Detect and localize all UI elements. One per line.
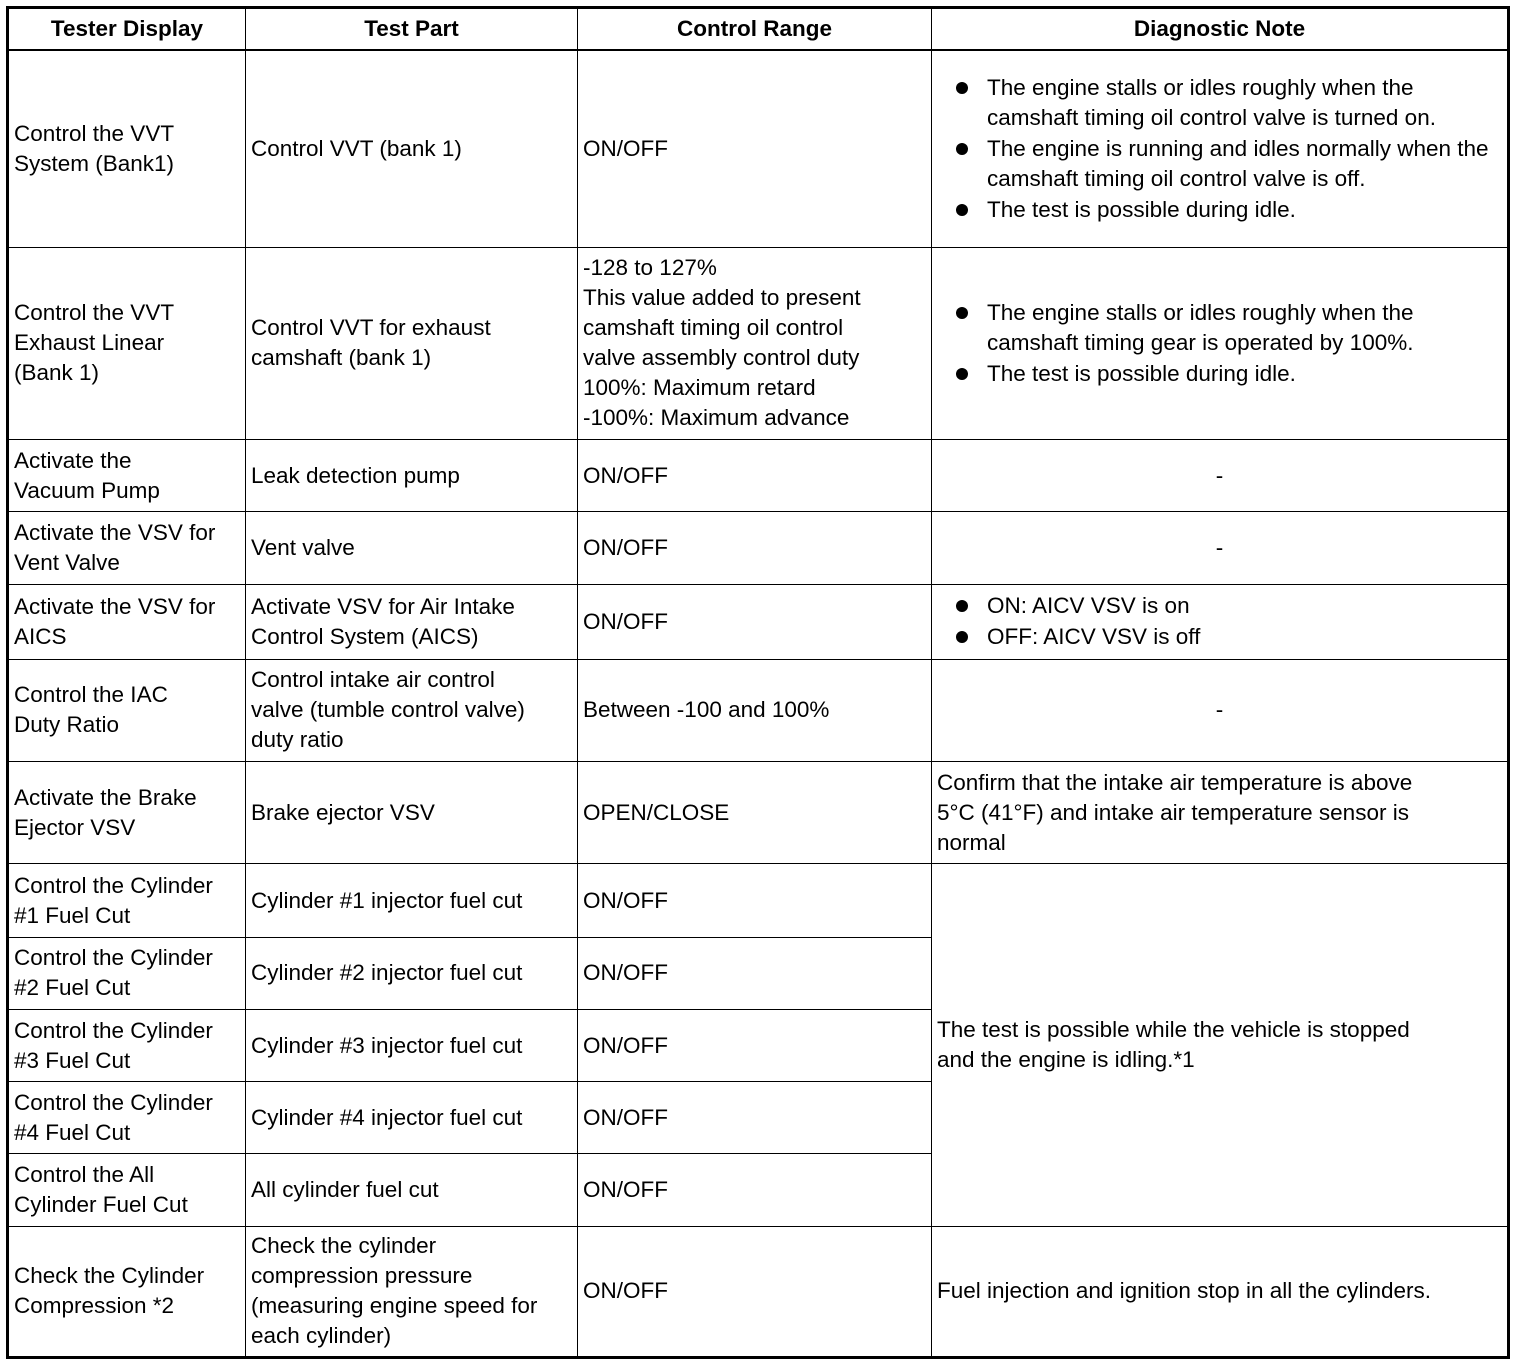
test-part-cell: Control intake air control valve (tumble control valve) duty ratio xyxy=(246,659,578,761)
note-item: The test is possible during idle. xyxy=(937,195,1502,225)
table-row xyxy=(8,659,1509,761)
tester-display-cell: Control the All Cylinder Fuel Cut xyxy=(8,1154,246,1226)
control-range-cell: -128 to 127% This value added to present camshaft timing oil control valve assembly control duty 100%: Maximum retard -100%: Maximum advance xyxy=(578,247,932,440)
note-list xyxy=(937,73,1502,225)
tester-display-cell: Control the VVT System (Bank1) xyxy=(8,50,246,248)
test-part-cell: Cylinder #4 injector fuel cut xyxy=(246,1082,578,1154)
control-range-cell: ON/OFF xyxy=(578,512,932,584)
test-part-cell: Cylinder #3 injector fuel cut xyxy=(246,1009,578,1081)
table-row xyxy=(8,864,1509,937)
note-list xyxy=(937,591,1502,652)
tester-display-cell: Control the Cylinder #1 Fuel Cut xyxy=(8,864,246,937)
table-row xyxy=(8,50,1509,248)
control-range-cell: ON/OFF xyxy=(578,50,932,248)
table-row xyxy=(8,440,1509,512)
test-part-cell: Check the cylinder compression pressure (measuring engine speed for each cylinder) xyxy=(246,1226,578,1357)
note-item: The engine stalls or idles roughly when the camshaft timing gear is operated by 100%. xyxy=(937,298,1502,358)
test-part-cell: Vent valve xyxy=(246,512,578,584)
control-range-cell: ON/OFF xyxy=(578,1082,932,1154)
note-list xyxy=(937,298,1502,389)
test-part-cell: Leak detection pump xyxy=(246,440,578,512)
note-item: ON: AICV VSV is on xyxy=(937,591,1502,621)
diagnostic-note-cell: Confirm that the intake air temperature is above 5°C (41°F) and intake air temperature sensor is normal xyxy=(932,762,1509,864)
control-range-cell: ON/OFF xyxy=(578,1154,932,1226)
table-row xyxy=(8,512,1509,584)
table-row xyxy=(8,762,1509,864)
diagnostic-note-cell: Fuel injection and ignition stop in all the cylinders. xyxy=(932,1226,1509,1357)
tester-display-cell: Control the VVT Exhaust Linear (Bank 1) xyxy=(8,247,246,440)
note-item: The engine is running and idles normally when the camshaft timing oil control valve is off. xyxy=(937,134,1502,194)
control-range-cell: ON/OFF xyxy=(578,937,932,1009)
test-part-cell: Cylinder #1 injector fuel cut xyxy=(246,864,578,937)
control-range-cell: ON/OFF xyxy=(578,864,932,937)
control-range-cell: ON/OFF xyxy=(578,584,932,659)
control-range-cell: ON/OFF xyxy=(578,1226,932,1357)
test-part-cell: Control VVT (bank 1) xyxy=(246,50,578,248)
note-item: The engine stalls or idles roughly when the camshaft timing oil control valve is turned on. xyxy=(937,73,1502,133)
test-part-cell: Brake ejector VSV xyxy=(246,762,578,864)
tester-display-cell: Activate the VSV for Vent Valve xyxy=(8,512,246,584)
test-part-cell: Control VVT for exhaust camshaft (bank 1) xyxy=(246,247,578,440)
control-range-cell: ON/OFF xyxy=(578,1009,932,1081)
test-part-cell: All cylinder fuel cut xyxy=(246,1154,578,1226)
control-range-cell: ON/OFF xyxy=(578,440,932,512)
diagnostic-note-cell: - xyxy=(932,440,1509,512)
diagnostic-note-cell: The test is possible while the vehicle is stopped and the engine is idling.*1 xyxy=(932,864,1509,1226)
header-control-range: Control Range xyxy=(578,8,932,50)
header-diagnostic-note: Diagnostic Note xyxy=(932,8,1509,50)
tester-display-cell: Control the Cylinder #3 Fuel Cut xyxy=(8,1009,246,1081)
tester-display-cell: Control the IAC Duty Ratio xyxy=(8,659,246,761)
diagnostic-note-cell xyxy=(932,247,1509,440)
table-row xyxy=(8,247,1509,440)
diagnostic-note-cell xyxy=(932,584,1509,659)
header-test-part: Test Part xyxy=(246,8,578,50)
header-row xyxy=(8,8,1509,50)
table-row xyxy=(8,584,1509,659)
control-range-cell: Between -100 and 100% xyxy=(578,659,932,761)
diagnostic-note-cell: - xyxy=(932,659,1509,761)
tester-display-cell: Control the Cylinder #2 Fuel Cut xyxy=(8,937,246,1009)
tester-display-cell: Check the Cylinder Compression *2 xyxy=(8,1226,246,1357)
control-range-cell: OPEN/CLOSE xyxy=(578,762,932,864)
header-tester-display: Tester Display xyxy=(8,8,246,50)
diagnostic-note-cell xyxy=(932,50,1509,248)
tester-display-cell: Activate the Brake Ejector VSV xyxy=(8,762,246,864)
note-item: The test is possible during idle. xyxy=(937,359,1502,389)
diagnostic-note-cell: - xyxy=(932,512,1509,584)
test-part-cell: Activate VSV for Air Intake Control System (AICS) xyxy=(246,584,578,659)
tester-display-cell: Activate the VSV for AICS xyxy=(8,584,246,659)
tester-display-cell: Activate the Vacuum Pump xyxy=(8,440,246,512)
table-row xyxy=(8,1226,1509,1357)
note-item: OFF: AICV VSV is off xyxy=(937,622,1502,652)
tester-display-cell: Control the Cylinder #4 Fuel Cut xyxy=(8,1082,246,1154)
test-part-cell: Cylinder #2 injector fuel cut xyxy=(246,937,578,1009)
active-test-table xyxy=(6,6,1510,1359)
